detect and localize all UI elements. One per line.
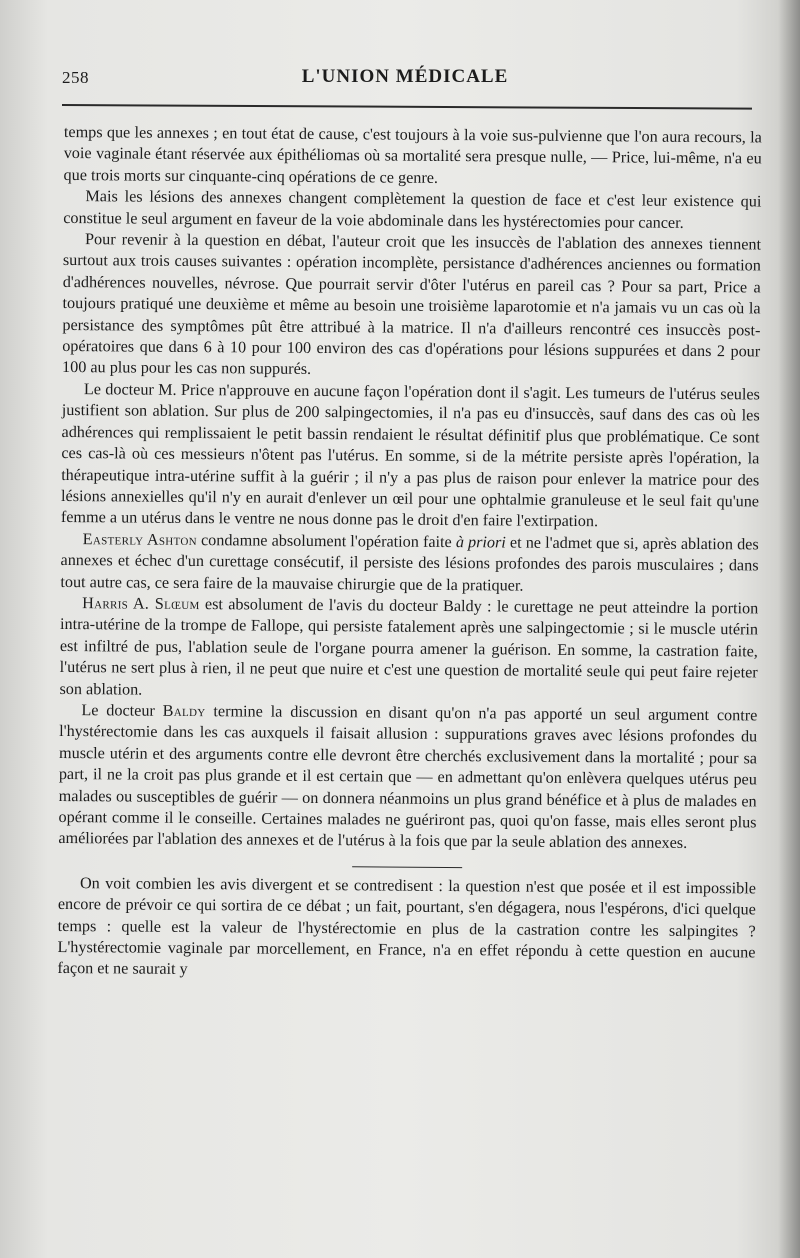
section-separator (352, 866, 462, 868)
paragraph-4: Le docteur M. Price n'approuve en aucune façon l'opération dont il s'agit. Les tumeurs de l'utérus seules justifient son ablation. Sur plus de 200 salpingectomies, il n'a pas eu d'insuccès, sauf dans des cas où les adhérences qui remplissaient le petit bassin rendaient le résultat définitif plus que problématique. Ce sont ces cas-là où ces messieurs n'ôtent pas l'utérus. En somme, si de la métrite persiste après l'opération, la thérapeutique intra-utérine suffit à la guérir ; il n'y a pas plus de raison pour enlever la matrice pour des lésions annexielles qu'il n'y en aurait d'enlever un œil pour une ophtalmie granuleuse et le seul fait qu'une femme a un utérus dans le ventre ne nous donne pas le droit d'en faire l'extirpation. (60, 380, 760, 531)
paragraph-1: temps que les annexes ; en tout état de cause, c'est toujours à la voie sus-pulvienne que l'on aura recours, la voie vaginale étant réservée aux épithéliomas où sa mortalité sera presque nulle, — Price, lui-même, n'a eu que trois morts sur cinquante-cinq opérations de ce genre. (63, 122, 762, 187)
paragraph-7 (58, 700, 757, 855)
article-body (57, 122, 762, 985)
paragraph-text: est absolument de l'avis du docteur Baldy : le curettage ne peut atteindre la portion intra-utérine de la trompe de Fallope, qui persiste fatalement après une salpingectomie ; si le muscle utérin est infiltré de pus, l'ablation seule de l'organe pourra amener la guérison. En somme, la castration faite, l'utérus ne sert plus à rien, il ne peut que nuire et c'est une question de mortalité seule qui peut faire rejeter son ablation. (59, 595, 759, 699)
paragraph-5 (60, 529, 758, 599)
paragraph-3: Pour revenir à la question en débat, l'auteur croit que les insuccès de l'ablation des annexes tiennent surtout aux trois causes suivantes : opération incomplète, persistance d'adhérences anciennes ou formation d'adhérences nouvelles, névrose. Que pourrait servir d'ôter l'utérus en pareil cas ? Pour sa part, Price a toujours pratiqué une deuxième et même au besoin une troisième laparotomie et n'a jamais vu un cas où la persistance des symptômes pût être attribué à la matrice. Il n'a d'ailleurs rencontré ces insuccès post-opératoires que dans 6 à 10 pour 100 environ des cas d'opérations pour lésions suppurées et dans 2 pour 100 au plus pour les cas non suppurés. (62, 230, 762, 379)
italic-phrase: à priori (455, 532, 506, 552)
author-name: Harris A. Slœum (82, 594, 200, 614)
paragraph-2: Mais les lésions des annexes changent complètement la question de face et c'est leur existence qui constitue le seul argument en faveur de la voie abdominale dans les hystérectomies pour cancer. (63, 187, 762, 232)
paragraph-text: condamne absolument l'opération faite (196, 530, 456, 551)
page-header (62, 66, 748, 96)
author-name: Baldy (162, 701, 206, 721)
paragraph-6 (59, 593, 758, 706)
paragraph-text: et ne l'admet que si, après ablation des annexes et échec d'un curettage consécutif, il persiste des lésions profondes des parois musculaires ; dans tout autre cas, ce sera faire de la mauvaise chirurgie que de la pratiquer. (60, 533, 759, 595)
author-name: Easterly Ashton (82, 529, 197, 549)
page-number: 258 (62, 68, 89, 87)
running-title: L'UNION MÉDICALE (301, 66, 509, 87)
paragraph-8: On voit combien les avis divergent et se contredisent : la question n'est que posée et il est impossible encore de prévoir ce qui sortira de ce débat ; un fait, pourtant, s'en dégagera, nous l'espérons, d'ici quelque temps : quelle est la valeur de l'hystérectomie en plus de la castration contre les salpingites ? L'hystérectomie vaginale par morcellement, en France, n'a en effet répondu à cette question en aucune façon et ne saurait y (57, 873, 757, 979)
paragraph-text: Le docteur (81, 701, 163, 720)
header-rule (62, 104, 752, 110)
paragraph-text: termine la discussion en disant qu'on n'a pas apporté un seul argument contre l'hystérectomie dans les cas auxquels il faisait allusion : suppurations graves avec lésions profondes du muscle utérin et des arguments contre elle devront être cherchés exclusivement dans la mortalité ; pour sa part, il ne la croit pas plus grande et il est certain que — en admettant qu'on enlèvera quelques utérus peu malades ou susceptibles de guérir — on donnera néanmoins un plus grand bénéfice et à plus de malades en opérant comme il le conseille. Certaines malades ne guériront pas, quoi qu'on fasse, mais elles seront plus améliorées par l'ablation des annexes et de l'utérus à la fois que par la seule ablation des annexes. (58, 702, 758, 853)
